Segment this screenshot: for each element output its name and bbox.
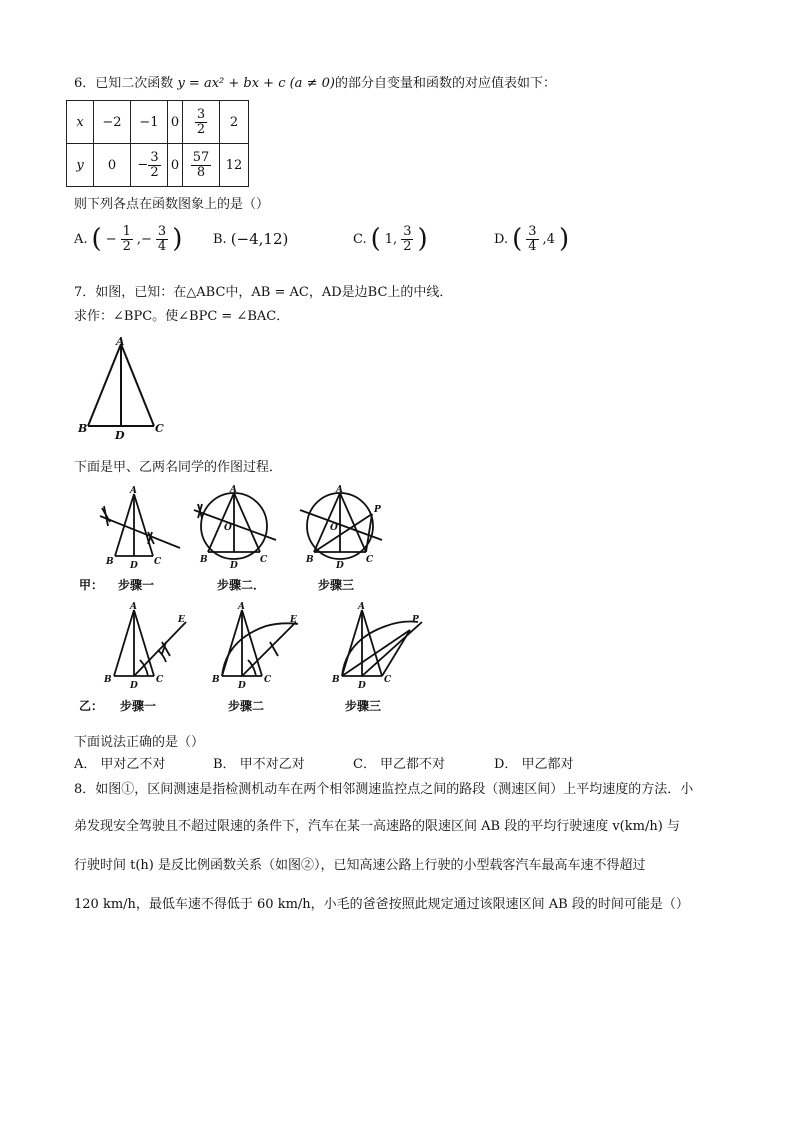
fraction-57-8: $\frac{57}{8}$ (192, 149, 210, 180)
svg-text:C: C (156, 675, 164, 685)
q7-process-intro: 下面是甲、乙两名同学的作图过程． (74, 460, 283, 475)
jia-step-1-label: 步骤一 (118, 578, 155, 592)
svg-text:A: A (358, 602, 365, 612)
q8-number: 8． (74, 782, 96, 797)
fraction: $\frac{3}{4}$ (157, 223, 167, 254)
svg-text:C: C (264, 675, 272, 685)
option-label: C. (353, 231, 367, 247)
label-e: E (290, 615, 297, 625)
svg-text:D: D (130, 561, 138, 570)
yi-step-2-figure (206, 600, 306, 692)
fraction-3-2: $\frac{3}{2}$ (196, 106, 206, 137)
q7-triangle-figure (72, 334, 172, 444)
q7-question: 下面说法正确的是（） (74, 735, 205, 750)
fraction: $\frac{1}{2}$ (122, 223, 131, 254)
label-o: O (330, 523, 338, 533)
yi-step-2-label: 步骤二 (228, 699, 265, 713)
option-value: (−4,12) (230, 230, 289, 248)
table-cell: 2 (220, 101, 249, 144)
q8-line-4: 120 km/h，最低车速不得低于 60 km/h，小毛的爸爸按照此规定通过该限速区间 AB 段的时间可能是（） (74, 897, 689, 912)
label-p: P (412, 615, 419, 625)
label-o: O (224, 523, 232, 533)
svg-text:A: A (336, 485, 343, 495)
svg-text:C: C (366, 555, 374, 565)
label-e: E (178, 615, 185, 625)
q8-line-3: 行驶时间 t(h) 是反比例函数关系（如图②），已知高速公路上行驶的小型载客汽车最高车速不得超过 (74, 858, 646, 873)
label-d: D (115, 429, 125, 442)
svg-text:C: C (384, 675, 392, 685)
option-label: D. (494, 231, 509, 247)
option-text: 甲乙都对 (521, 757, 574, 772)
fraction: $\frac{3}{2}$ (403, 223, 412, 254)
table-cell: −1 (131, 101, 168, 144)
q7-option-b[interactable] (213, 753, 305, 772)
option-text: 甲乙都不对 (379, 757, 445, 772)
q6-option-b[interactable] (213, 230, 288, 248)
q6-question: 则下列各点在函数图象上的是（） (74, 197, 270, 212)
q6-option-d[interactable]: D. ( $\frac{3}{4}$ ,4 ) (494, 223, 570, 254)
jia-label: 甲： (79, 578, 104, 592)
jia-step-2-figure (186, 484, 286, 570)
table-cell: − $\frac{3}{2}$ (131, 144, 168, 187)
option-text: 甲不对乙对 (239, 757, 305, 772)
svg-text:B: B (104, 675, 112, 685)
option-text: 甲对乙不对 (100, 757, 166, 772)
q7-task: 求作：∠BPC。使∠BPC = ∠BAC． (74, 309, 290, 324)
yi-step-1-label: 步骤一 (120, 699, 157, 713)
fraction-3-2: $\frac{3}{2}$ (150, 149, 159, 180)
q7-number: 7． (74, 285, 96, 300)
q7-option-d[interactable] (494, 753, 573, 772)
option-label: A． (74, 757, 97, 772)
svg-text:B: B (200, 555, 208, 565)
q6-option-a[interactable]: A. ( − $\frac{1}{2}$ ,− $\frac{3}{4}$ ) (74, 223, 183, 254)
svg-text:A: A (130, 602, 137, 612)
q7-option-c[interactable] (353, 753, 445, 772)
q6-stem (74, 72, 556, 91)
table-cell (183, 101, 220, 144)
option-label: A. (74, 231, 88, 247)
q8-line-2: 弟发现安全驾驶且不超过限速的条件下，汽车在某一高速路的限速区间 AB 段的平均行驶速度 v(km/h) 与 (74, 819, 680, 834)
svg-text:B: B (106, 557, 114, 567)
table-cell (183, 144, 220, 187)
q6-option-c[interactable]: C. ( 1, $\frac{3}{2}$ ) (353, 223, 428, 254)
svg-text:A: A (230, 485, 237, 495)
option-label: D． (494, 757, 518, 772)
table-cell: 0 (168, 101, 183, 144)
jia-step-3-label: 步骤三 (318, 578, 355, 592)
q7-stem (74, 281, 452, 300)
jia-step-2-label: 步骤二． (217, 578, 266, 592)
option-label: B． (213, 757, 236, 772)
option-label: B. (213, 231, 227, 247)
table-cell: −2 (94, 101, 131, 144)
q8-text-1: 如图①，区间测速是指检测机动车在两个相邻测速监控点之间的路段（测速区间）上平均速度的方法．小 (95, 782, 694, 797)
row-x-label: x (67, 101, 94, 144)
svg-text:A: A (238, 602, 245, 612)
svg-text:D: D (130, 681, 138, 691)
option-label: C． (353, 757, 376, 772)
svg-text:D: D (230, 561, 238, 570)
yi-step-1-figure (100, 600, 196, 692)
table-row (67, 144, 249, 187)
svg-text:D: D (336, 561, 344, 570)
label-b: B (78, 422, 88, 435)
q6-formula: y = ax² + bx + c (a ≠ 0) (177, 76, 335, 91)
q6-stem-suffix: 的部分自变量和函数的对应值表如下： (334, 76, 556, 91)
jia-step-3-figure (292, 484, 392, 570)
q6-value-table (66, 100, 249, 187)
table-cell: 12 (220, 144, 249, 187)
table-cell: 0 (94, 144, 131, 187)
svg-text:C: C (154, 557, 162, 567)
yi-step-3-label: 步骤三 (345, 699, 382, 713)
q6-number: 6． (74, 76, 96, 91)
svg-text:A: A (130, 486, 137, 496)
label-c: C (155, 422, 164, 435)
table-cell: 0 (168, 144, 183, 187)
svg-text:D: D (238, 681, 246, 691)
svg-text:B: B (306, 555, 314, 565)
yi-step-3-figure (322, 600, 432, 692)
label-a: A (116, 335, 125, 348)
q8-line-1 (74, 778, 693, 797)
q6-stem-prefix: 已知二次函数 (95, 76, 174, 91)
svg-text:B: B (332, 675, 340, 685)
fraction: $\frac{3}{4}$ (528, 223, 537, 254)
label-p: P (374, 505, 381, 515)
svg-text:B: B (212, 675, 220, 685)
yi-label: 乙： (79, 699, 104, 713)
svg-text:D: D (358, 681, 366, 691)
svg-text:C: C (260, 555, 268, 565)
table-row (67, 101, 249, 144)
jia-step-1-figure (96, 484, 186, 570)
q7-stem-text: 如图，已知：在△ABC中，AB = AC，AD是边BC上的中线． (95, 285, 453, 300)
row-y-label: y (67, 144, 94, 187)
q7-option-a[interactable] (74, 753, 165, 772)
